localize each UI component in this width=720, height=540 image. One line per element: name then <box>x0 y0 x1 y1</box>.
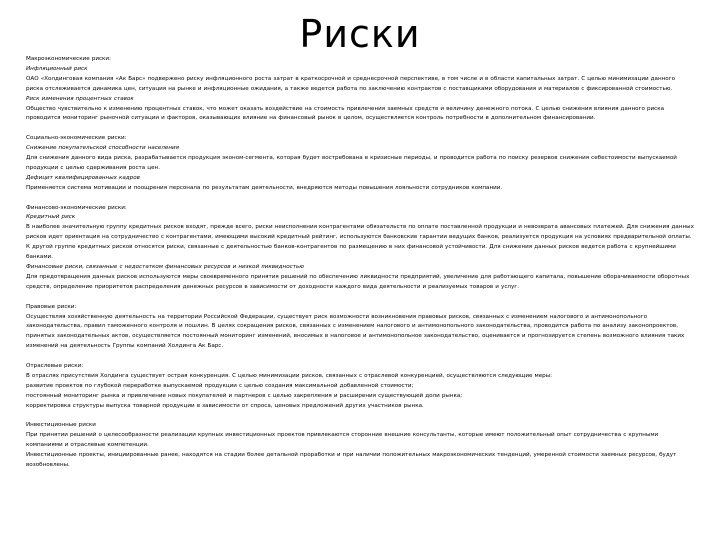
risk-section <box>26 55 694 124</box>
risk-section <box>26 421 694 471</box>
risk-subheading: Дефицит квалифицированных кадров <box>26 174 140 181</box>
risk-subheading: Снижение покупательской способности населения <box>26 145 180 152</box>
section-heading: Отраслевые риски: <box>26 363 84 370</box>
paragraph: В наиболее значительную группу кредитных рисков входят, прежде всего, риски неисполнения контрагентами обязательств по оплате поставленной продукции и невозврата авансовых платежей. Для снижения данных рисков идет ориентация на сотрудничество с контрагентами, имеющими высокий кредитный рейтинг, используются банковские гарантии ведущих банков, реализуется продукция на условиях предварительной оплаты. К другой группе кредитных рисков относятся риски, связанные с деятельностью банков-контрагентов по размещению в них финансовой устойчивости. Для снижения данных рисков ведется работа с крупнейшими банками. <box>26 224 694 261</box>
risk-subheading: Финансовые риски, связанные с недостатком финансовых ресурсов и низкой ликвидностью <box>26 264 304 270</box>
paragraph: Осуществляя хозяйственную деятельность на территории Российской Федерации, существует риск возможности возникновения правовых рисков, связанных с изменением налогового и антимонопольного законодательства, правил таможенного контроля и пошлин. В целях сокращения рисков, связанных с изменением налогового и антимонопольного законодательства, проводится работа по анализу законопроектов, принятых законодательных актов, осуществляется постоянный мониторинг изменений, вносимых в налоговое и антимонопольное законодательство, оценивается и прогнозируется степень возможного влияния таких изменений на деятельность Группы компаний Холдинга Ак Барс. <box>26 313 685 350</box>
page-title: Риски <box>299 12 421 56</box>
risk-section <box>26 134 694 193</box>
section-heading: Социально-экономические риски: <box>26 135 127 142</box>
paragraph: ОАО «Холдинговая компания «Ак Барс» подвержено риску инфляционного роста затрат в краткосрочной и среднесрочной перспективе, в том числе и в области капитальных затрат. С целью минимизации данного риска отслеживается динамика цен, ситуация на рынке и инфляционные ожидания, а также ведется работа по заключению контрактов с поставщиками оборудования и материалов с фиксированной стоимостью. <box>26 75 676 92</box>
paragraph: Инвестиционные проекты, инициированные ранее, находятся на стадии более детальной проработки и при наличии положительных макроэкономических тенденций, умеренной стоимости заемных ресурсов, будут возобновлены. <box>26 452 677 469</box>
risk-subheading: Инфляционный риск <box>26 65 88 72</box>
risk-section <box>26 362 694 412</box>
section-heading: Финансово-экономические риски: <box>26 204 127 211</box>
paragraph: постоянный мониторинг рынка и привлечение новых покупателей и партнеров с целью закрепления и расширения существующей доли рынка; <box>26 392 463 399</box>
section-spacer <box>26 352 694 362</box>
section-spacer <box>26 124 694 134</box>
paragraph: Общество чувствительно к изменению процентных ставок, что может оказать воздействие на стоимость привлечения заемных средств и величину денежного потока. С целью снижения влияния данного риска проводится мониторинг рыночной ситуации и факторов, оказывающих влияние на финансовый рынок в целом, осуществляется контроль потребности в дополнительном финансировании. <box>26 105 665 122</box>
paragraph: При принятии решений о целесообразности реализации крупных инвестиционных проектов привлекаются сторонние внешние консультанты, которые имеют положительный опыт сотрудничества с крупными компаниями и отраслевые компетенции. <box>26 432 659 449</box>
paragraph: развитие проектов по глубокой переработке выпускаемой продукции с целью создания максимальной добавленной стоимости; <box>26 382 414 389</box>
paragraph: В отраслях присутствия Холдинга существует острая конкуренция. С целью минимизации рисков, связанных с отраслевой конкуренцией, осуществляются следующие меры: <box>26 372 552 379</box>
section-spacer <box>26 412 694 422</box>
paragraph: Для снижения данного вида риска, разрабатывается продукция эконом-сегмента, которая будет востребована в кризисные периоды, и проводится работа по поиску резервов снижения себестоимости выпускаемой продукции с целью сдерживания роста цен. <box>26 155 677 171</box>
paragraph: корректировка структуры выпуска товарной продукции в зависимости от спроса, ценовых предложений других участников рынка. <box>26 402 424 409</box>
risk-subheading: Кредитный риск <box>26 214 76 221</box>
document-body <box>26 55 694 471</box>
risk-subheading: Риск изменения процентных ставок <box>26 95 134 102</box>
section-spacer <box>26 293 694 303</box>
risk-section <box>26 204 694 293</box>
section-heading: Инвестиционные риски <box>26 422 96 429</box>
paragraph: Для предотвращения данных рисков используются меры своевременного принятия решений по обеспечению ликвидности предприятий, увеличение для работающего капитала, повышение оборачиваемости оборотных средств, определение приоритетов распределения денежных ресурсов в зависимости от доходности каждого вида деятельности и реализуемых товаров и услуг. <box>26 273 690 290</box>
section-heading: Макроэкономические риски: <box>26 56 111 62</box>
section-spacer <box>26 194 694 204</box>
paragraph: Применяется система мотивации и поощрения персонала по результатам деятельности, внедряются методы повышения лояльности сотрудников компании. <box>26 184 503 191</box>
risk-section <box>26 303 694 353</box>
section-heading: Правовые риски: <box>26 303 77 310</box>
